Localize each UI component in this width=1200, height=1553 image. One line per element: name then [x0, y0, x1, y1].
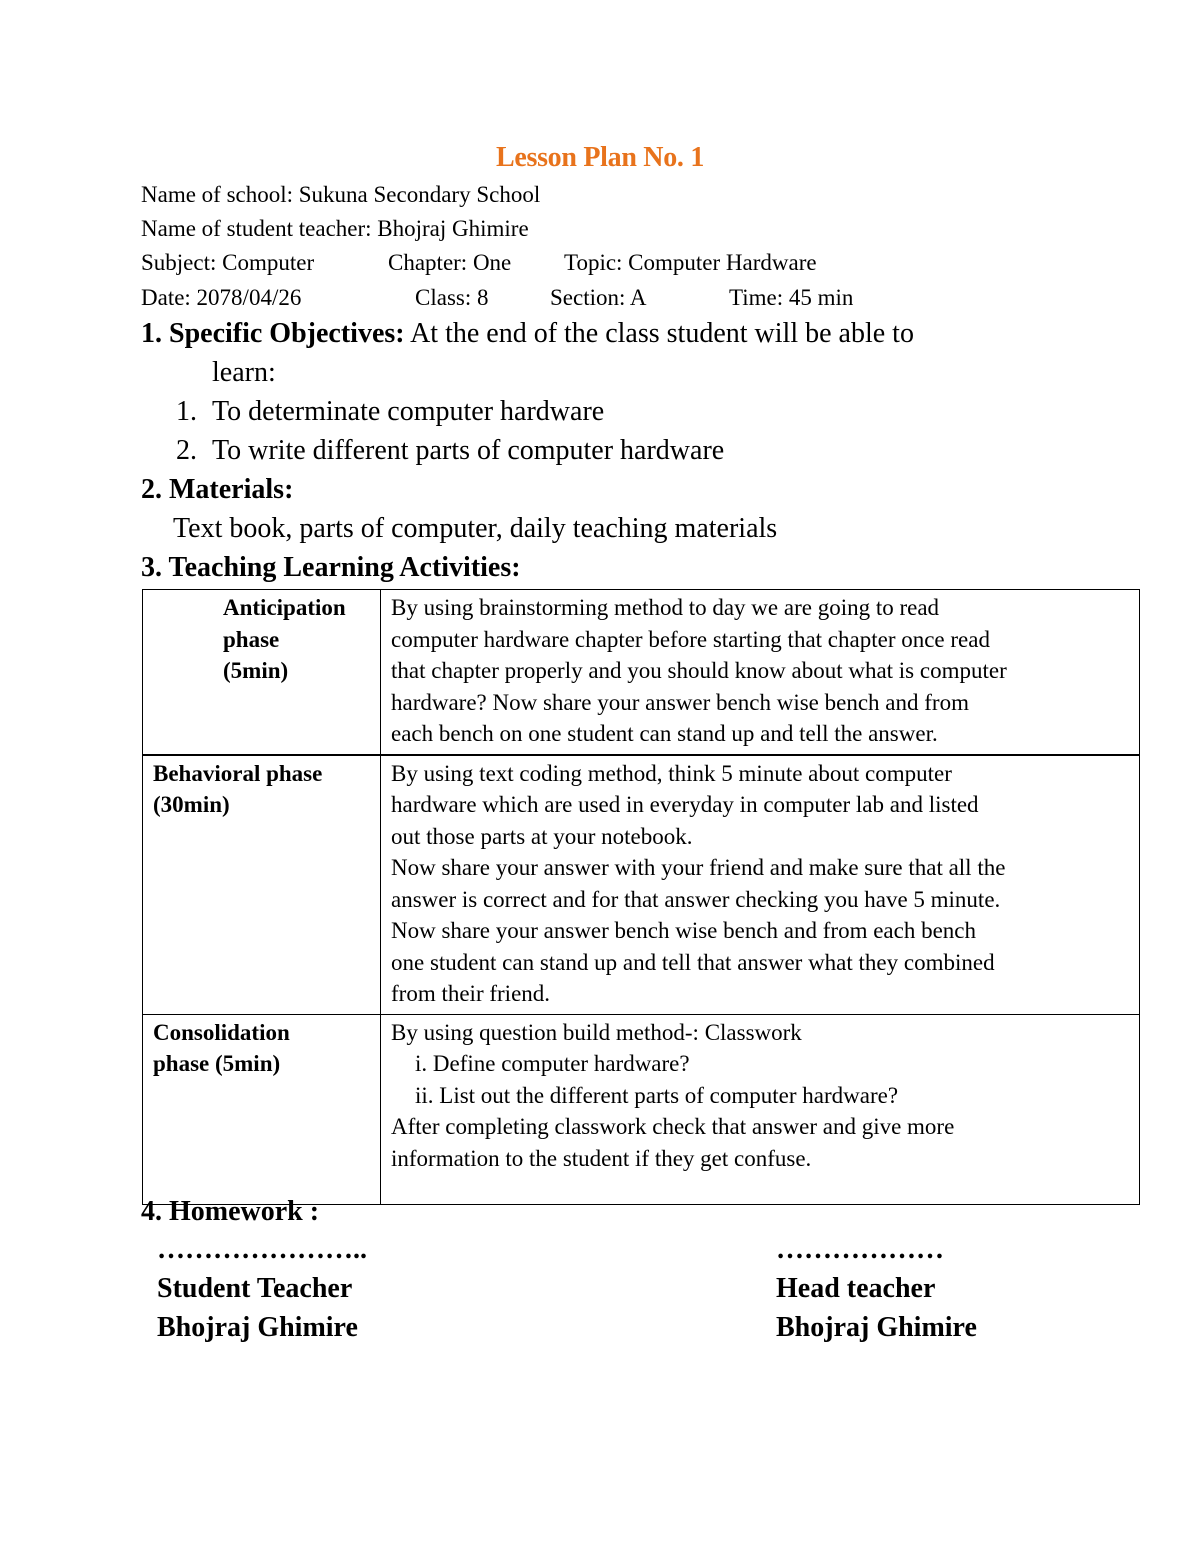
classwork-question: i. Define computer hardware? — [415, 1051, 690, 1076]
activity-line: Now share your answer bench wise bench and from each bench — [391, 918, 976, 943]
objectives-intro-continued: learn: — [212, 357, 276, 388]
objective-item: To determinate computer hardware — [212, 396, 605, 427]
signature-name-left: Bhojraj Ghimire — [157, 1312, 358, 1343]
phase-cell — [143, 755, 381, 1015]
activity-line: answer is correct and for that answer checking you have 5 minute. — [391, 886, 1001, 912]
class: Class: 8 — [415, 285, 489, 310]
date: Date: 2078/04/26 — [141, 285, 302, 310]
phase-line: phase (5min) — [153, 1051, 281, 1076]
objectives-intro: At the end of the class student will be able to — [410, 318, 914, 349]
activity-cell — [381, 590, 1140, 755]
phase-line: (5min) — [223, 658, 289, 683]
signature-line-right: ……………… — [776, 1234, 944, 1265]
homework-heading: 4. Homework : — [141, 1196, 320, 1227]
objective-number: 2. — [176, 435, 197, 466]
materials-heading: 2. Materials: — [141, 474, 294, 505]
time: Time: 45 min — [729, 285, 854, 310]
activity-cell — [381, 755, 1140, 1015]
activities-table — [142, 589, 1140, 1205]
student-teacher-name: Name of student teacher: Bhojraj Ghimire — [141, 216, 529, 241]
materials-text: Text book, parts of computer, daily teaching materials — [173, 513, 778, 544]
activity-line: hardware? Now share your answer bench wise bench and from — [391, 689, 969, 715]
objectives-heading: 1. Specific Objectives: — [141, 318, 405, 349]
phase-line: Anticipation — [223, 595, 346, 620]
school-name: Name of school: Sukuna Secondary School — [141, 182, 541, 207]
activity-cell — [381, 1014, 1140, 1204]
table-row — [143, 1014, 1140, 1204]
activity-line: each bench on one student can stand up and tell the answer. — [391, 721, 938, 746]
activity-line: one student can stand up and tell that answer what they combined — [391, 949, 995, 975]
subject: Subject: Computer — [141, 250, 315, 275]
activity-line: By using brainstorming method to day we are going to read — [391, 595, 940, 620]
activity-line: that chapter properly and you should know about what is computer — [391, 658, 1007, 683]
phase-line: Consolidation — [153, 1019, 290, 1045]
topic: Topic: Computer Hardware — [564, 250, 817, 275]
section: Section: A — [550, 285, 647, 310]
table-row — [143, 755, 1140, 1015]
table-row — [143, 590, 1140, 755]
objective-item: To write different parts of computer hardware — [212, 435, 725, 466]
signature-role-left: Student Teacher — [157, 1273, 353, 1304]
chapter: Chapter: One — [388, 250, 512, 275]
phase-line: (30min) — [153, 792, 230, 817]
activity-line: By using question build method-: Classwork — [391, 1019, 802, 1045]
activity-line: from their friend. — [391, 981, 551, 1006]
activity-line: After completing classwork check that answer and give more — [391, 1114, 955, 1139]
signature-role-right: Head teacher — [776, 1273, 936, 1304]
activity-line: out those parts at your notebook. — [391, 823, 693, 849]
activity-line: hardware which are used in everyday in computer lab and listed — [391, 792, 979, 817]
phase-cell — [143, 590, 381, 755]
activity-line: Now share your answer with your friend and make sure that all the — [391, 855, 1006, 880]
phase-line: Behavioral phase — [153, 760, 323, 786]
activities-heading: 3. Teaching Learning Activities: — [141, 552, 521, 583]
classwork-question: ii. List out the different parts of computer hardware? — [415, 1082, 899, 1108]
signature-name-right: Bhojraj Ghimire — [776, 1312, 977, 1343]
activity-line: information to the student if they get confuse. — [391, 1145, 812, 1171]
objective-number: 1. — [176, 396, 197, 427]
phase-cell — [143, 1014, 381, 1204]
phase-line: phase — [223, 626, 280, 652]
objectives-section — [141, 318, 914, 350]
signature-line-left: ………………….. — [157, 1234, 367, 1265]
activity-line: computer hardware chapter before starting that chapter once read — [391, 626, 990, 652]
activity-line: By using text coding method, think 5 minute about computer — [391, 760, 952, 786]
document-title: Lesson Plan No. 1 — [495, 142, 705, 173]
